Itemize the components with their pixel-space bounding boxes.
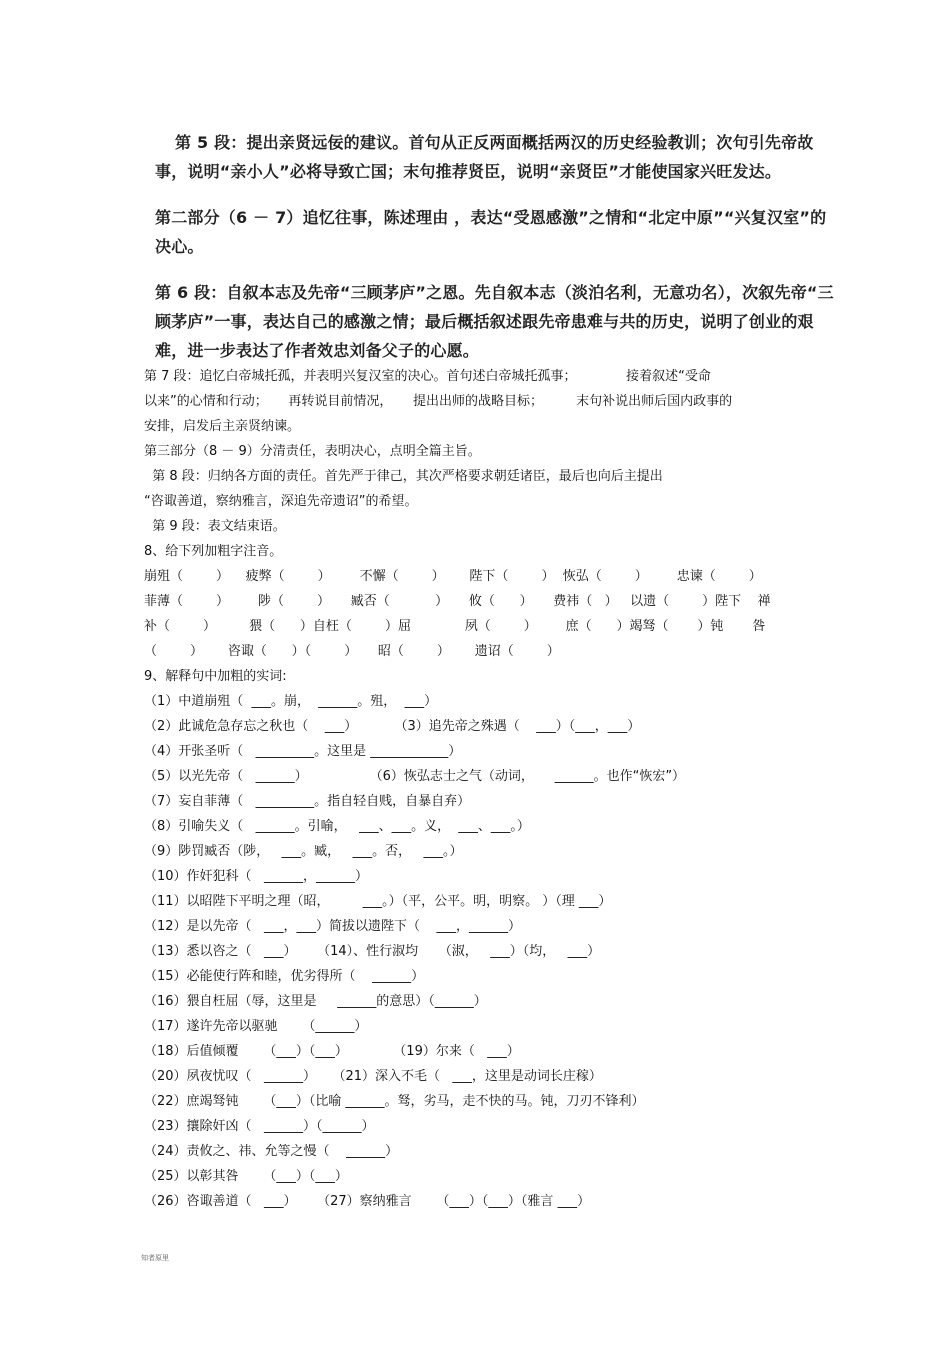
body-text (144, 364, 824, 1214)
image-paragraph-part2: 第二部分（6 － 7）追忆往事，陈述理由 ，表达“受恩感激”之情和“北定中原”“兴复汉室”的决心。 (155, 208, 827, 256)
exercise-line: （10）作奸犯科（ ______，______） (144, 869, 368, 884)
exercise-line: （7）妄自菲薄（ _________。指自轻自贱，自暴自弃） (144, 794, 471, 809)
exercise-line: （17）遂许先帝以驱驰 （______） (144, 1019, 368, 1034)
question-heading: 9、解释句中加粗的实词: (144, 669, 287, 684)
text-line: 第 8 段：归纳各方面的责任。首先严于律己，其次严格要求朝廷诸臣，最后也向后主提出 (144, 469, 663, 484)
exercise-line: （15）必能使行阵和睦，优劣得所（ ______） (144, 969, 425, 984)
exercise-line: （11）以昭陛下平明之理（昭， ___。）（平，公平。明，明察。 ）（理 ___） (144, 894, 612, 909)
exercise-line: （23）攘除奸凶（ ______）（______） (144, 1119, 375, 1134)
text-line: 第三部分（8 － 9）分清责任，表明决心，点明全篇主旨。 (144, 444, 481, 459)
text-line: 补（ ） 猥（ ）自枉（ ）屈 夙（ ） 庶（ ）竭驽（ ）钝 咎 (144, 619, 766, 634)
text-line: 以来”的心情和行动； 再转说目前情况， 提出出师的战略目标； 末句补说出师后国内政事的 (144, 394, 733, 409)
text-line: 崩殂（ ） 疲弊（ ） 不懈（ ） 陛下（ ） 恢弘（ ） 忠谏（ ） (144, 569, 762, 584)
embedded-text-image (155, 128, 835, 382)
text-line: 第 9 段：表文结束语。 (144, 519, 286, 534)
text-line: 菲薄（ ） 陟（ ） 臧否（ ） 攸（ ） 费祎（ ） 以遗（ ）陛下 禅 (144, 594, 771, 609)
image-paragraph-5: 第 5 段：提出亲贤远佞的建议。首句从正反两面概括两汉的历史经验教训；次句引先帝故事，说明“亲小人”必将导致亡国；末句推荐贤臣，说明“亲贤臣”才能使国家兴旺发达。 (155, 133, 814, 181)
exercise-line: （13）悉以咨之（ ___） （14）、性行淑均 （淑， ___）（均， ___） (144, 944, 601, 959)
exercise-line: （4）开张圣听（ _________。这里是 ____________） (144, 744, 462, 759)
exercise-line: （2）此诚危急存忘之秋也（ ___） （3）追先帝之殊遇（ ___）（___，___） (144, 719, 641, 734)
exercise-line: （16）猥自枉屈（辱，这里是 ______的意思）（______） (144, 994, 487, 1009)
exercise-line: （25）以彰其咎 （___）（___） (144, 1169, 348, 1184)
text-line: 第 7 段：追忆白帝城托孤，并表明兴复汉室的决心。首句述白帝城托孤事； 接着叙述“受命 (144, 369, 711, 384)
image-paragraph-6: 第 6 段：自叙本志及先帝“三顾茅庐”之恩。先自叙本志（淡泊名利，无意功名），次叙先帝“三顾茅庐”一事，表达自己的感激之情；最后概括叙述跟先帝患难与共的历史，说明了创业的艰难，进一步表达了作者效忠刘备父子的心愿。 (155, 283, 834, 360)
exercise-line: （5）以光先帝（ ______） （6）恢弘志士之气（动词， ______。也作“恢宏”） (144, 769, 686, 784)
exercise-line: （9）陟罚臧否（陟， ___。臧， ___。否， ___。） (144, 844, 463, 859)
exercise-line: （8）引喻失义（ ______。引喻， ___、___。义， ___、___。） (144, 819, 530, 834)
text-line: 安排，启发后主亲贤纳谏。 (144, 419, 301, 434)
exercise-line: （12）是以先帝（ ___，___）简拔以遗陛下（ ___，______） (144, 919, 521, 934)
text-line: （ ） 咨诹（ ）（ ） 昭（ ） 遗诏（ ） (144, 644, 560, 659)
text-line: “咨诹善道，察纳雅言，深追先帝遗诏”的希望。 (144, 494, 418, 509)
exercise-line: （26）咨诹善道（ ___） （27）察纳雅言 （___）（___）（雅言 ___） (144, 1194, 591, 1209)
exercise-line: （18）后值倾覆 （___）（___） （19）尔来（ ___） (144, 1044, 520, 1059)
exercise-line: （22）庶竭驽钝 （___）（比喻 ______。驽，劣马，走不快的马。钝，刀刃不锋利） (144, 1094, 645, 1109)
exercise-line: （1）中道崩殂（ ___。崩， ______。殂， ___） (144, 694, 438, 709)
exercise-line: （24）责攸之、祎、允等之慢（ ______） (144, 1144, 399, 1159)
exercise-line: （20）夙夜忧叹（ ______） （21）深入不毛（ ___，这里是动词长庄稼） (144, 1069, 602, 1084)
question-heading: 8、给下列加粗字注音。 (144, 544, 283, 559)
page-footer: 知者原里 (141, 1254, 169, 1262)
